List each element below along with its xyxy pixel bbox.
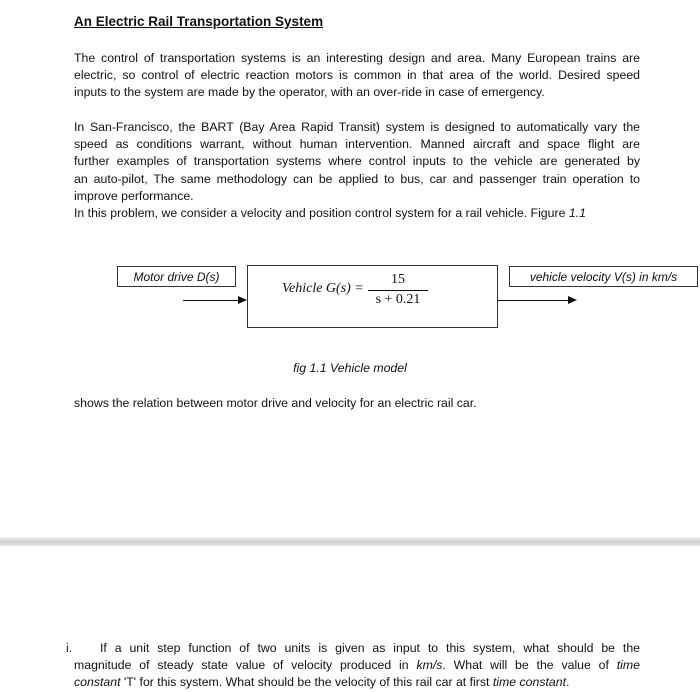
emphasis-text: time <box>616 658 640 673</box>
bart-paragraph <box>74 119 640 205</box>
paragraph-line: electric, so control of electric reaction motors is common in that area of the world. Desired speed <box>74 68 640 83</box>
output-arrow-line <box>497 300 569 301</box>
question-text: . What will be the value of <box>442 658 617 673</box>
question-text: 'T' for this system. What should be the velocity of this rail car at first <box>120 675 493 690</box>
figure-reference: 1.1 <box>568 206 586 220</box>
paragraph-line: improve performance. <box>74 188 194 203</box>
problem-intro-text: In this problem, we consider a velocity and position control system for a rail vehicle. Figure <box>74 206 569 220</box>
output-signal-label: vehicle velocity V(s) in km/s <box>529 270 678 284</box>
output-arrow-head <box>568 296 577 304</box>
input-arrow-head <box>238 296 247 304</box>
paragraph-line: speed as conditions warrant, without human intervention. Manned aircraft and space flight are <box>74 137 640 152</box>
transfer-function-numerator: 15 <box>391 272 405 287</box>
input-signal-label-box <box>117 266 236 287</box>
question-line <box>74 674 640 691</box>
paragraph-line: In San-Francisco, the BART (Bay Area Rapid Transit) system is designed to automatically vary the <box>74 120 640 134</box>
question-number: i. <box>66 641 73 655</box>
page-divider <box>0 537 700 546</box>
transfer-function-fraction <box>366 272 430 308</box>
paragraph-line: The control of transportation systems is an interesting design and area. Many European trains are <box>74 51 640 65</box>
document-title: An Electric Rail Transportation System <box>74 14 324 29</box>
question-line <box>66 640 640 657</box>
output-signal-label-box <box>509 266 698 287</box>
question-line <box>74 657 640 674</box>
question-text: magnitude of steady state value of velocity produced in <box>74 658 417 673</box>
paragraph-line: an auto-pilot, The same methodology can be applied to bus, car and passenger train operation to <box>74 171 640 186</box>
question-text: . <box>566 675 570 690</box>
emphasis-text: time constant <box>492 675 567 690</box>
vehicle-block-label: Vehicle G(s) = <box>282 281 364 296</box>
intro-paragraph <box>74 50 640 102</box>
question-1 <box>66 640 640 692</box>
figure-caption: fig 1.1 Vehicle model <box>293 361 407 375</box>
transfer-function-denominator: s + 0.21 <box>375 292 421 307</box>
question-text: If a unit step function of two units is given as input to this system, what should be the <box>100 641 640 655</box>
input-signal-label: Motor drive D(s) <box>133 270 220 284</box>
input-arrow-line <box>183 300 239 301</box>
emphasis-text: constant <box>74 675 121 690</box>
paragraph-line: inputs to the system are made by the operator, with an over-ride in case of emergency. <box>74 85 545 100</box>
vehicle-transfer-function-block <box>247 265 498 328</box>
problem-intro-paragraph <box>74 205 640 222</box>
figure-description: shows the relation between motor drive and velocity for an electric rail car. <box>74 396 477 410</box>
paragraph-line: further examples of transportation systems where control inputs to the vehicle are generated by <box>74 154 640 169</box>
unit-text: km/s <box>416 658 443 673</box>
